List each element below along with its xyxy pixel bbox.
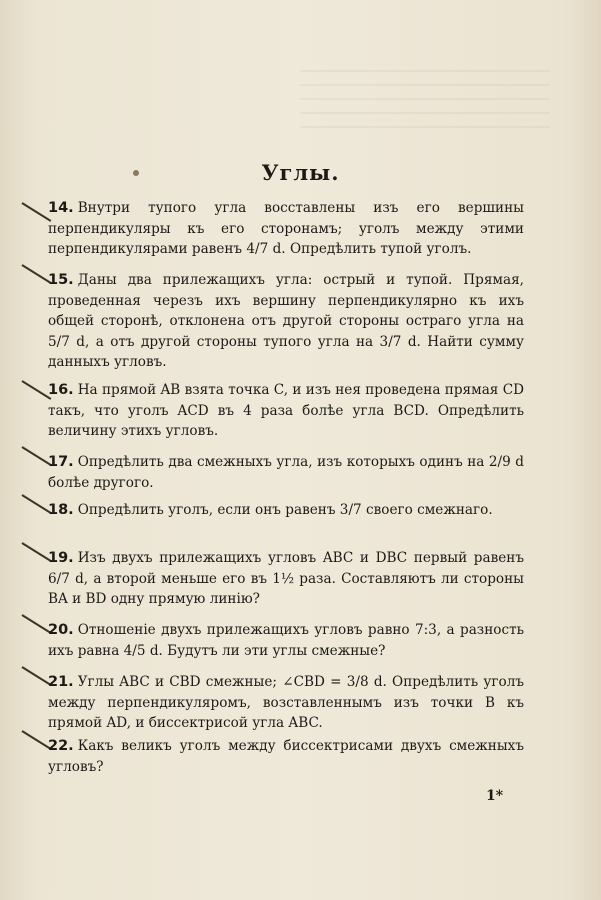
pencil-mark-icon (21, 614, 51, 634)
pencil-mark-icon (21, 730, 51, 750)
problem-text: Внутри тупого угла восставлены изъ его вершины перпендикуляры къ его сторонамъ; уголъ между этими перпендикулярами равенъ 4/7 d. Опредѣлить тупой уголъ. (48, 200, 524, 257)
problem-number: 17. (48, 454, 74, 470)
problem-19 (48, 548, 524, 610)
problem-number: 22. (48, 738, 74, 754)
problem-number: 18. (48, 502, 74, 518)
pencil-mark-icon (21, 494, 51, 514)
problem-number: 16. (48, 382, 74, 398)
problem-14 (48, 198, 524, 260)
problem-number: 15. (48, 272, 74, 288)
problem-text: Отношеніе двухъ прилежащихъ угловъ равно 7:3, а разность ихъ равна 4/5 d. Будутъ ли эти углы смежные? (48, 622, 524, 659)
problem-text: Опредѣлить два смежныхъ угла, изъ которыхъ одинъ на 2/9 d болѣе другого. (48, 454, 524, 491)
problem-15 (48, 270, 524, 373)
pencil-mark-icon (21, 542, 51, 562)
problem-text: Даны два прилежащихъ угла: острый и тупой. Прямая, проведенная черезъ ихъ вершину перпендикулярно къ ихъ общей сторонѣ, отклонена отъ другой стороны остраго угла на 5/7 d, а отъ другой стороны тупого угла на 3/7 d. Найти сумму данныхъ угловъ. (48, 272, 524, 370)
pencil-mark-icon (21, 264, 51, 284)
section-title: Углы. (261, 160, 340, 185)
problem-number: 14. (48, 200, 74, 216)
pencil-mark-icon (21, 380, 51, 400)
problem-text: Изъ двухъ прилежащихъ угловъ ABC и DBC первый равенъ 6/7 d, а второй меньше его въ 1½ раза. Составляютъ ли стороны BA и BD одну прямую линію? (48, 550, 524, 607)
pencil-mark-icon (21, 446, 51, 466)
problem-number: 21. (48, 674, 74, 690)
pencil-mark-icon (21, 202, 51, 222)
problem-21 (48, 672, 524, 734)
problem-text: Углы ABC и CBD смежные; ∠CBD = 3/8 d. Опредѣлить уголъ между перпендикуляромъ, возставленнымъ изъ точки B къ прямой AD, и биссектрисой угла ABC. (48, 674, 524, 731)
problem-16 (48, 380, 524, 442)
pencil-mark-icon (21, 666, 51, 686)
problem-text: Какъ великъ уголъ между биссектрисами двухъ смежныхъ угловъ? (48, 738, 524, 775)
problem-18 (48, 500, 524, 521)
problem-20 (48, 620, 524, 661)
problem-22 (48, 736, 524, 777)
problem-number: 20. (48, 622, 74, 638)
problem-17 (48, 452, 524, 493)
bleed-through (300, 70, 550, 130)
problem-number: 19. (48, 550, 74, 566)
problem-text: Опредѣлить уголъ, если онъ равенъ 3/7 своего смежнаго. (77, 502, 493, 518)
problem-text: На прямой AB взята точка C, и изъ нея проведена прямая CD такъ, что уголъ ACD въ 4 раза болѣе угла BCD. Опредѣлить величину этихъ угловъ. (48, 382, 524, 439)
page-number: 1* (486, 788, 504, 804)
